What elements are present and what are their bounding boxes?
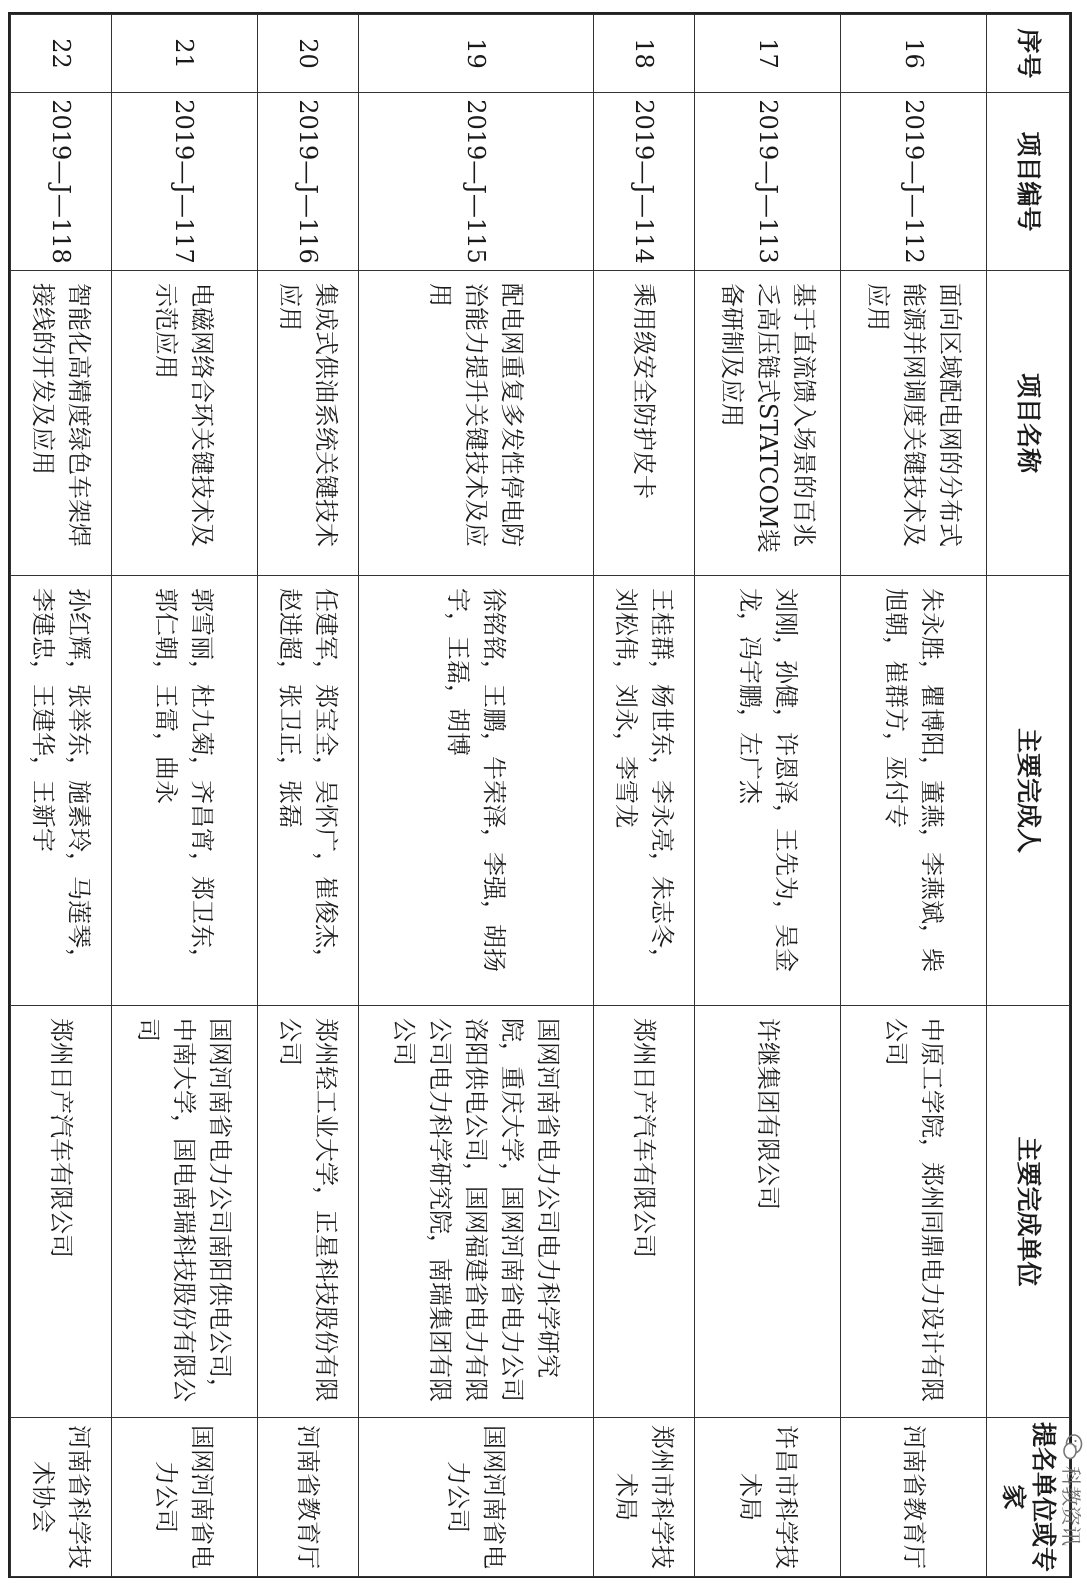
table-row — [841, 15, 987, 1577]
cell-recommender: 河南省教育厅 — [841, 1418, 987, 1577]
header-project-name: 项目名称 — [987, 271, 1070, 576]
cell-recommender: 河南省科学技术协会 — [11, 1418, 112, 1577]
wechat-icon — [1062, 1434, 1084, 1460]
cell-recommender: 郑州市科学技术局 — [594, 1418, 695, 1577]
cell-index: 22 — [11, 15, 112, 93]
rotated-table-container — [10, 14, 1070, 1576]
cell-code: 2019—J—112 — [841, 93, 987, 271]
cell-name: 配电网重复多发性停电防治能力提升关键技术及应用 — [358, 271, 594, 576]
cell-people: 郭雪丽，杜九菊，齐昌宵，郑卫东，郭仁朝，王雷，曲永 — [112, 576, 258, 1006]
cell-index: 19 — [358, 15, 594, 93]
cell-code: 2019—J—115 — [358, 93, 594, 271]
table-row — [257, 15, 358, 1577]
header-index: 序号 — [987, 15, 1070, 93]
cell-recommender: 河南省教育厅 — [257, 1418, 358, 1577]
cell-units: 郑州轻工业大学，正星科技股份有限公司 — [257, 1006, 358, 1418]
header-completers: 主要完成人 — [987, 576, 1070, 1006]
table-row — [594, 15, 695, 1577]
header-project-code: 项目编号 — [987, 93, 1070, 271]
cell-index: 20 — [257, 15, 358, 93]
cell-name: 智能化高精度绿色车架焊接线的开发及应用 — [11, 271, 112, 576]
cell-name: 集成式供油系统关键技术应用 — [257, 271, 358, 576]
cell-people: 刘刚，孙健，许恩泽，王先为，吴金龙，冯宇鹏，左广杰 — [695, 576, 841, 1006]
cell-code: 2019—J—116 — [257, 93, 358, 271]
table-row — [695, 15, 841, 1577]
cell-code: 2019—J—114 — [594, 93, 695, 271]
cell-index: 16 — [841, 15, 987, 93]
cell-code: 2019—J—118 — [11, 93, 112, 271]
cell-units: 郑州日产汽车有限公司 — [594, 1006, 695, 1418]
table-row — [112, 15, 258, 1577]
watermark-text: 科教资讯 — [1059, 1466, 1083, 1546]
cell-code: 2019—J—117 — [112, 93, 258, 271]
cell-code: 2019—J—113 — [695, 93, 841, 271]
cell-recommender: 国网河南省电力公司 — [112, 1418, 258, 1577]
cell-units: 郑州日产汽车有限公司 — [11, 1006, 112, 1418]
table-row — [11, 15, 112, 1577]
watermark — [1058, 1434, 1087, 1546]
award-project-table — [10, 14, 1070, 1577]
cell-name: 基于直流馈入场景的百兆乏高压链式STATCOM装备研制及应用 — [695, 271, 841, 576]
header-units: 主要完成单位 — [987, 1006, 1070, 1418]
document-frame — [8, 12, 1072, 1578]
table-header-row — [987, 15, 1070, 1577]
cell-people: 王桂群，杨世东，李永亮，朱志冬，刘松伟，刘永，李雪龙 — [594, 576, 695, 1006]
cell-units: 国网河南省电力公司南阳供电公司，中南大学，国电南瑞科技股份有限公司 — [112, 1006, 258, 1418]
table-row — [358, 15, 594, 1577]
cell-name: 电磁网络合环关键技术及示范应用 — [112, 271, 258, 576]
cell-name: 乘用级安全防护皮卡 — [594, 271, 695, 576]
cell-people: 孙红辉，张举东，施素玲，马莲琴，李建忠，王建华，王新宇 — [11, 576, 112, 1006]
cell-index: 18 — [594, 15, 695, 93]
cell-people: 朱永胜，瞿博阳，董燕，李燕斌，柴旭朝，崔群方，巫付专 — [841, 576, 987, 1006]
cell-people: 徐铭铭，王鹏，牛荣泽，李强，胡扬宇，王磊，胡博 — [358, 576, 594, 1006]
cell-recommender: 国网河南省电力公司 — [358, 1418, 594, 1577]
cell-index: 21 — [112, 15, 258, 93]
cell-units: 中原工学院，郑州同鼎电力设计有限公司 — [841, 1006, 987, 1418]
cell-name: 面向区域配电网的分布式能源并网调度关键技术及应用 — [841, 271, 987, 576]
cell-index: 17 — [695, 15, 841, 93]
header-recommender: 提名单位或专家 — [987, 1418, 1070, 1577]
cell-units: 许继集团有限公司 — [695, 1006, 841, 1418]
cell-people: 任建军，郑宝全，吴怀广，崔俊杰，赵进超，张卫正，张磊 — [257, 576, 358, 1006]
cell-recommender: 许昌市科学技术局 — [695, 1418, 841, 1577]
cell-units: 国网河南省电力公司电力科学研究院，重庆大学，国网河南省电力公司洛阳供电公司，国网福建省电力有限公司电力科学研究院，南瑞集团有限公司 — [358, 1006, 594, 1418]
